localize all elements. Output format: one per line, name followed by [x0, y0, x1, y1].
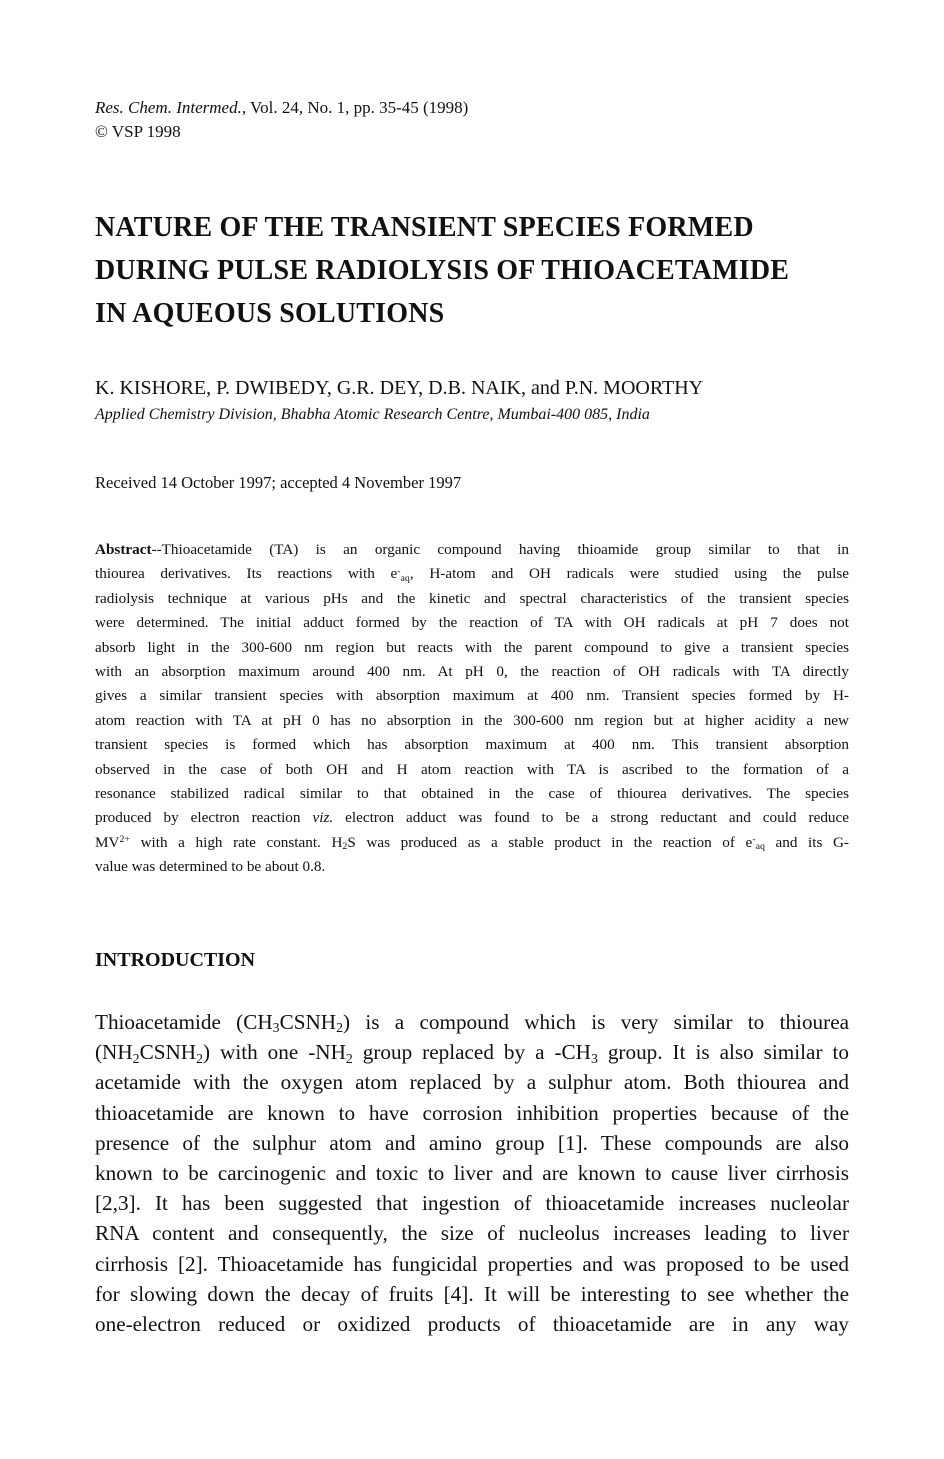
abstract-line [95, 806, 849, 830]
received-date: Received 14 October 1997; accepted 4 November 1997 [95, 473, 462, 492]
body-text: ) is a compound which is very similar to thiourea [342, 1010, 849, 1034]
journal-citation [95, 96, 795, 120]
body-text: group. It is also similar to [597, 1040, 849, 1065]
body-line: for slowing down the decay of fruits [4]. It will be interesting to see whether the [95, 1281, 849, 1306]
body-line [95, 1037, 849, 1067]
title-line-2: DURING PULSE RADIOLYSIS OF THIOACETAMIDE [95, 255, 790, 286]
abstract-text: S was produced as a stable product in the reaction of e [347, 833, 753, 851]
section-heading-introduction: INTRODUCTION [95, 949, 256, 971]
superscript: - [397, 565, 401, 577]
body-line: acetamide with the oxygen atom replaced by a sulphur atom. Both thiourea and [95, 1070, 849, 1095]
body-text: CSNH [139, 1040, 197, 1065]
body-text: CSNH [279, 1010, 337, 1034]
subscript: aq [400, 572, 410, 584]
paper-title [95, 206, 855, 335]
citation-block [95, 96, 795, 144]
abstract-line: absorb light in the 300-600 nm region but reacts with the parent compound to give a transient species [95, 638, 849, 656]
superscript: 2+ [119, 834, 130, 846]
subscript: 2 [342, 841, 348, 853]
abstract-text: and its G- [764, 833, 849, 851]
body-text: Thioacetamide (CH [95, 1010, 273, 1034]
abstract-line: gives a similar transient species with absorption maximum at 400 nm. Transient species formed by H- [95, 687, 849, 705]
abstract-line: atom reaction with TA at pH 0 has no absorption in the 300-600 nm region but at higher acidity a new [95, 711, 849, 729]
abstract-line: observed in the case of both OH and H atom reaction with TA is ascribed to the formation of a [95, 760, 849, 778]
subscript: aq [755, 841, 765, 853]
body-text: (NH [95, 1040, 133, 1065]
affiliation: Applied Chemistry Division, Bhabha Atomic Research Centre, Mumbai-400 085, India [95, 406, 650, 423]
subscript: 2 [196, 1050, 203, 1066]
body-text: ) with one -NH [202, 1040, 346, 1065]
body-line: [2,3]. It has been suggested that ingestion of thioacetamide increases nucleolar [95, 1191, 849, 1216]
subscript: 3 [590, 1050, 598, 1066]
copyright-line: © VSP 1998 [95, 122, 181, 141]
abstract-line: transient species is formed which has absorption maximum at 400 nm. This transient absorption [95, 736, 849, 754]
subscript: 2 [132, 1050, 140, 1066]
abstract-line: radiolysis technique at various pHs and the kinetic and spectral characteristics of the transient species [95, 589, 849, 607]
abstract-text: electron adduct was found to be a strong reductant and could reduce [333, 809, 849, 827]
subscript: 2 [345, 1050, 353, 1066]
superscript: - [752, 834, 756, 846]
abstract-line: value was determined to be about 0.8. [95, 858, 326, 876]
journal-name: Res. Chem. Intermed. [95, 98, 242, 117]
body-line: RNA content and consequently, the size of nucleolus increases leading to liver [95, 1221, 849, 1246]
subscript: 3 [272, 1020, 280, 1036]
abstract-text: , H-atom and OH radicals were studied using the pulse [409, 565, 850, 583]
title-line-3: IN AQUEOUS SOLUTIONS [95, 298, 445, 329]
abstract-line: were determined. The initial adduct formed by the reaction of TA with OH radicals at pH 7 does not [95, 614, 849, 632]
abstract-text: with a high rate constant. H [130, 833, 343, 851]
abstract-text: produced by electron reaction [95, 809, 313, 827]
abstract-line [95, 831, 849, 855]
body-line: thioacetamide are known to have corrosion inhibition properties because of the [95, 1100, 849, 1125]
title-line-1: NATURE OF THE TRANSIENT SPECIES FORMED [95, 212, 754, 243]
introduction-paragraph [95, 1007, 849, 1339]
body-line: known to be carcinogenic and toxic to liver and are known to cause liver cirrhosis [95, 1161, 849, 1186]
body-line: one-electron reduced or oxidized products of thioacetamide are in any way [95, 1312, 849, 1337]
abstract-line: resonance stabilized radical similar to that obtained in the case of thiourea derivatives. The species [95, 785, 849, 803]
body-text: group replaced by a -CH [352, 1040, 591, 1065]
body-line [95, 1007, 849, 1037]
abstract-label: Abstract [95, 541, 152, 558]
journal-details: , Vol. 24, No. 1, pp. 35-45 (1998) [241, 98, 469, 117]
abstract-line [95, 538, 849, 562]
abstract-text: MV [95, 833, 120, 851]
abstract-line: with an absorption maximum around 400 nm. At pH 0, the reaction of OH radicals with TA directly [95, 663, 849, 681]
abstract-line [95, 562, 849, 586]
abstract [95, 538, 849, 880]
subscript: 2 [336, 1020, 343, 1036]
abstract-italic: viz. [312, 809, 334, 827]
abstract-text: thiourea derivatives. Its reactions with e [95, 565, 398, 583]
author-list: K. KISHORE, P. DWIBEDY, G.R. DEY, D.B. NAIK, and P.N. MOORTHY [95, 377, 704, 399]
body-line: cirrhosis [2]. Thioacetamide has fungicidal properties and was proposed to be used [95, 1251, 849, 1276]
body-line: presence of the sulphur atom and amino group [1]. These compounds are also [95, 1130, 849, 1155]
abstract-text: --Thioacetamide (TA) is an organic compound having thioamide group similar to that in [151, 541, 849, 558]
